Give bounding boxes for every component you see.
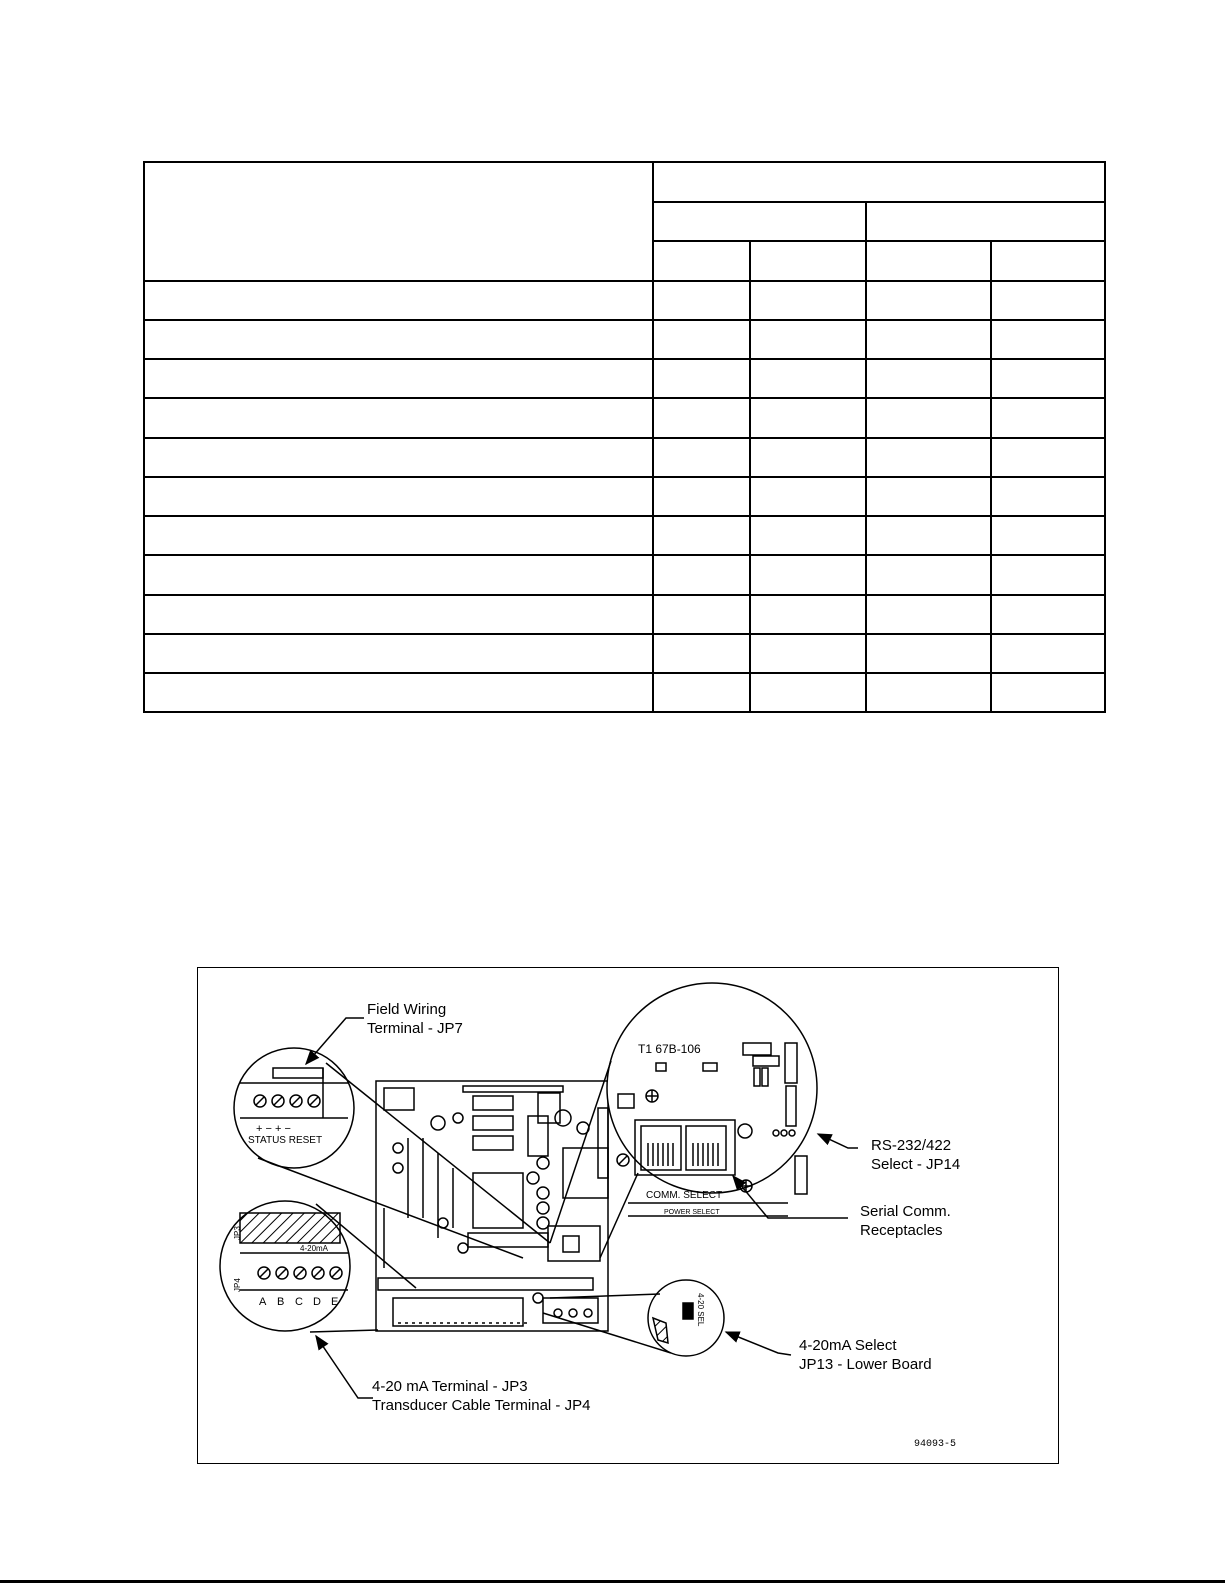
- main-board: [376, 1081, 608, 1331]
- callout-ma-select-line2: JP13 - Lower Board: [799, 1356, 932, 1373]
- header-cell: [750, 241, 866, 281]
- status-reset-label: STATUS RESET: [248, 1135, 323, 1146]
- header-cell-sub-b: [866, 202, 1105, 241]
- callout-terminal-jp3: [372, 1377, 590, 1415]
- jp3-label: JP3: [233, 1226, 242, 1240]
- table-row: [144, 359, 1105, 398]
- callout-rs232-line1: RS-232/422: [871, 1137, 952, 1154]
- header-cell-group: [653, 162, 1105, 202]
- spec-table: [143, 161, 1106, 713]
- callout-field-wiring: [367, 1000, 463, 1038]
- callout-serial-comm: [860, 1202, 951, 1240]
- callout-serial-comm-line1: Serial Comm.: [860, 1203, 951, 1220]
- terminal-d-label: D: [313, 1296, 321, 1308]
- ma-terminal-label: 4-20mA: [300, 1244, 329, 1253]
- terminal-a-label: A: [259, 1296, 267, 1308]
- terminal-c-label: C: [295, 1296, 303, 1308]
- t1-label: T1 67B-106: [638, 1042, 701, 1056]
- table-row: [144, 320, 1105, 359]
- table-row: [144, 555, 1105, 595]
- header-cell: [866, 241, 991, 281]
- callout-ma-select-line1: 4-20mA Select: [799, 1337, 897, 1354]
- table-row: [144, 281, 1105, 320]
- callout-serial-comm-line2: Receptacles: [860, 1222, 943, 1239]
- table-row: [144, 438, 1105, 477]
- sel-label: 4-20 SEL: [696, 1293, 705, 1327]
- callout-rs232: [871, 1136, 960, 1174]
- callout-terminal-jp3-line2: Transducer Cable Terminal - JP4: [372, 1397, 591, 1414]
- terminal-e-label: E: [331, 1296, 339, 1308]
- callout-field-wiring-line2: Terminal - JP7: [367, 1020, 463, 1037]
- table-row: [144, 673, 1105, 712]
- terminal-b-label: B: [277, 1296, 285, 1308]
- table-row: [144, 398, 1105, 438]
- zoom-field-wiring: [234, 1048, 354, 1168]
- plus-minus-label: + − + −: [256, 1123, 291, 1135]
- header-cell: [653, 241, 750, 281]
- callout-field-wiring-line1: Field Wiring: [367, 1001, 447, 1018]
- table-row: [144, 634, 1105, 673]
- header-cell: [991, 241, 1105, 281]
- bottom-rule: [0, 1580, 1225, 1583]
- header-cell-sub-a: [653, 202, 866, 241]
- comm-select-label: COMM. SELECT: [646, 1190, 723, 1201]
- figure-number: 94093-5: [914, 1439, 957, 1450]
- table-row: [144, 516, 1105, 555]
- callout-rs232-line2: Select - JP14: [871, 1156, 961, 1173]
- table-row: [144, 595, 1105, 634]
- header-cell-parameter: [144, 162, 653, 281]
- jp4-label: JP4: [233, 1278, 242, 1292]
- callout-ma-select: [799, 1336, 932, 1374]
- power-select-label: POWER SELECT: [664, 1209, 720, 1216]
- table-row: [144, 477, 1105, 516]
- callout-terminal-jp3-line1: 4-20 mA Terminal - JP3: [372, 1378, 528, 1395]
- table-header-row: [144, 162, 1105, 202]
- board-figure: [197, 967, 1059, 1464]
